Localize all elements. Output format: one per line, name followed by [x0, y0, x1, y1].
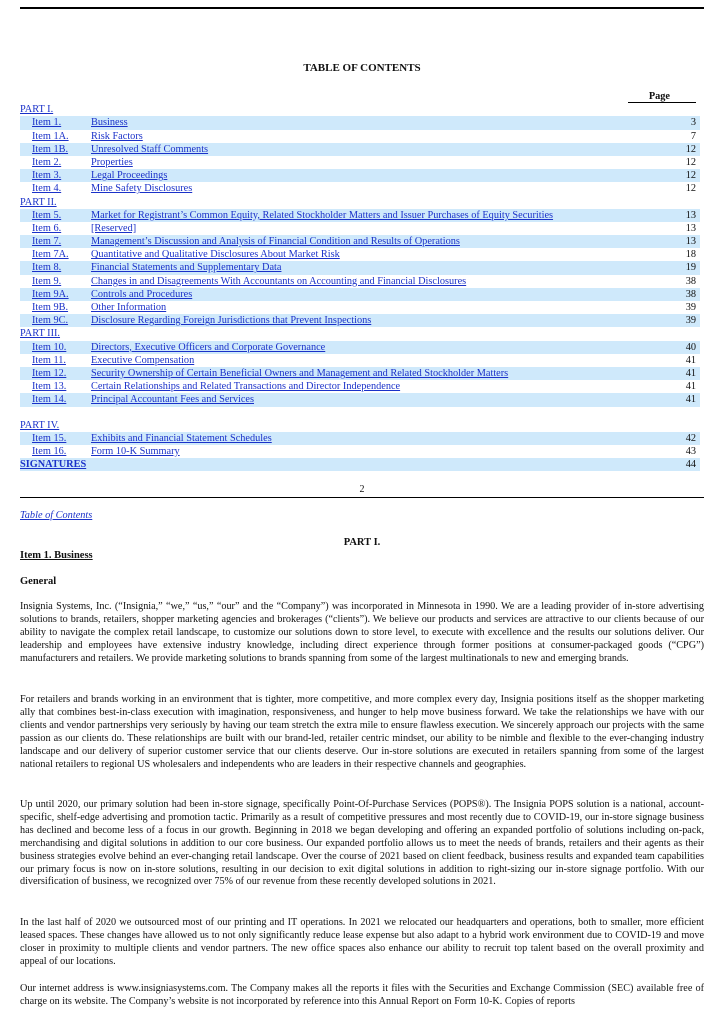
paragraph-history: Up until 2020, our primary solution had been in-store signage, specifically Point-Of-Purchase Services (POPS®). The Insignia POPS solution is a national, account-specific, shelf-edge advertising and promotion tactic. Primarily as a result of competitive pressures and most recently due to COVID-19, our in-store signage business has declined and become less of a focus in our growth. Beginning in 2018 we began developing and offering an expanded portfolio of solutions including on-pack, merchandising and digital solutions in addition to our core business. Our expanded portfolio allows us to meet the needs of brands, retailers and their agents as their business strategies evolve behind an ever-changing retail landscape. Over the course of 2021 based on client feedback, business results and expanded team capabilities our primary focus is now on in-store solutions, resulting in our decision to exit digital solutions in addition to right-sizing our in-store signage portfolio. With our diversification of business, we recognized over 75% of our revenue from these recently developed solutions in 2021. — [20, 799, 704, 888]
toc-description-link[interactable]: Security Ownership of Certain Beneficial Owners and Management and Related Stockholder Matters — [91, 367, 509, 379]
toc-row — [20, 222, 700, 235]
toc-page-number: 41 — [685, 381, 696, 393]
toc-item-link[interactable]: Item 5. — [32, 209, 62, 221]
toc-row — [20, 380, 700, 393]
toc-description-link[interactable]: Certain Relationships and Related Transactions and Director Independence — [91, 381, 401, 393]
toc-description-link[interactable]: Controls and Procedures — [91, 288, 193, 300]
toc-item-link[interactable]: Item 4. — [32, 183, 62, 195]
toc-page-number: 44 — [685, 459, 696, 471]
toc-item-link[interactable]: Item 9B. — [32, 302, 69, 313]
toc-item-link[interactable]: Item 15. — [32, 432, 67, 444]
toc-item-link[interactable]: Item 9C. — [32, 315, 69, 327]
toc-description-link[interactable]: Management’s Discussion and Analysis of Financial Condition and Results of Operations — [91, 236, 460, 248]
toc-page-number: 43 — [685, 445, 696, 457]
item-heading: Item 1. Business — [20, 550, 93, 561]
toc-page-number: 41 — [685, 394, 696, 406]
toc-part-link[interactable]: PART IV. — [20, 419, 60, 431]
toc-description-link[interactable]: Properties — [91, 156, 133, 168]
toc-description-link[interactable]: Executive Compensation — [91, 354, 195, 366]
table-of-contents — [20, 90, 700, 471]
toc-row — [20, 367, 700, 380]
paragraph-positioning: For retailers and brands working in an environment that is tighter, more competitive, and more complex every day, Insignia positions itself as the shopper marketing ally that combines best-in-class execution with imagination, responsiveness, and hunger to help move business forward. We take the relationships we have with our clients and vendor partnerships very seriously by having our team stretch the extra mile to ensure flawless execution. We sincerely approach our projects with the same passion as our clients do. These relationships are built with our brand-led, retailer centric mindset, our ability to be nimble and flexible to the ever-changing industry landscape and our delivery of superior customer service that our clients deserve. Our in-store solutions are executed in retailers spanning from some of the largest national retailers to regional US wholesalers and independents who are leaders in their respective channels and geographies. — [20, 694, 704, 770]
toc-part-link[interactable]: PART I. — [20, 104, 54, 116]
toc-row — [20, 275, 700, 288]
toc-title: TABLE OF CONTENTS — [303, 62, 421, 74]
toc-row — [20, 445, 700, 458]
toc-row — [20, 130, 700, 143]
toc-page-number: 12 — [685, 156, 696, 168]
table-of-contents-link[interactable]: Table of Contents — [20, 510, 93, 521]
toc-page-number: 7 — [690, 130, 696, 142]
toc-item-link[interactable]: Item 7A. — [32, 249, 69, 261]
toc-row — [20, 235, 700, 248]
page-number: 2 — [359, 484, 365, 495]
part-heading: PART I. — [343, 537, 381, 548]
toc-item-link[interactable]: Item 6. — [32, 222, 62, 234]
toc-row — [20, 116, 700, 129]
toc-row — [20, 458, 700, 471]
toc-page-number: 13 — [685, 209, 696, 221]
toc-item-link[interactable]: Item 3. — [32, 170, 62, 182]
toc-row — [20, 354, 700, 367]
toc-item-link[interactable]: Item 10. — [32, 341, 67, 353]
toc-page-number: 39 — [685, 315, 696, 327]
toc-row — [20, 156, 700, 169]
toc-row — [20, 314, 700, 327]
top-rule — [20, 7, 704, 9]
toc-page-number: 13 — [685, 236, 696, 248]
toc-description-link[interactable]: Market for Registrant’s Common Equity, Related Stockholder Matters and Issuer Purchases of Equity Securities — [91, 209, 554, 221]
toc-page-number: 19 — [685, 262, 696, 274]
toc-item-link[interactable]: Item 14. — [32, 394, 67, 406]
toc-description-link[interactable]: [Reserved] — [91, 222, 137, 234]
toc-row — [20, 248, 700, 261]
toc-description-link[interactable]: Legal Proceedings — [91, 170, 168, 182]
toc-row — [20, 327, 700, 340]
toc-description-link[interactable]: Mine Safety Disclosures — [91, 183, 193, 195]
toc-page-number: 12 — [685, 183, 696, 195]
toc-row — [20, 169, 700, 182]
toc-row — [20, 261, 700, 274]
toc-item-link[interactable]: Item 2. — [32, 156, 62, 168]
toc-item-link[interactable]: Item 9A. — [32, 288, 69, 300]
toc-row — [20, 393, 700, 406]
page-break-rule — [20, 497, 704, 498]
toc-description-link[interactable]: Form 10-K Summary — [91, 445, 180, 457]
toc-page-number: 12 — [685, 143, 696, 155]
toc-description-link[interactable]: Unresolved Staff Comments — [91, 143, 209, 155]
toc-description-link[interactable]: Disclosure Regarding Foreign Jurisdictions that Prevent Inspections — [91, 315, 372, 327]
toc-description-link[interactable]: Principal Accountant Fees and Services — [91, 394, 254, 406]
toc-item-link[interactable]: Item 1A. — [32, 130, 69, 142]
toc-page-number: 38 — [685, 275, 696, 287]
toc-row — [20, 182, 700, 195]
toc-page-number: 38 — [685, 288, 696, 300]
toc-row — [20, 288, 700, 301]
toc-row — [20, 209, 700, 222]
toc-item-link[interactable]: Item 7. — [32, 236, 62, 248]
paragraph-intro: Insignia Systems, Inc. (“Insignia,” “we,” “us,” “our” and the “Company”) was incorporated in Minnesota in 1990. We are a leading provider of in-store advertising solutions to brands, retailers, shopper marketing agencies and brokerages (“clients”). We believe our products and services are attractive to our clients because of our ability to navigate the complex retail landscape, to customize our solutions down to store level, to execute with excellence and the results our solutions deliver. Our leadership and employees have extensive industry knowledge, including direct experience through former positions at consumer-packaged goods (“CPG”) manufacturers and retailers. We provide marketing solutions to brands spanning from some of the largest multinationals to new and emerging brands. — [20, 601, 704, 664]
toc-row — [20, 419, 700, 432]
toc-page-number: 13 — [685, 222, 696, 234]
toc-row — [20, 196, 700, 209]
toc-page-number: 12 — [685, 170, 696, 182]
toc-description-link[interactable]: Business — [91, 117, 128, 129]
toc-description-link[interactable]: Quantitative and Qualitative Disclosures About Market Risk — [91, 249, 340, 261]
toc-description-link[interactable]: Other Information — [91, 302, 167, 313]
toc-description-link[interactable]: Directors, Executive Officers and Corporate Governance — [91, 341, 326, 353]
toc-signatures-link[interactable]: SIGNATURES — [20, 459, 87, 471]
toc-item-link[interactable]: Item 11. — [32, 354, 66, 366]
toc-row — [20, 341, 700, 354]
toc-row — [20, 143, 700, 156]
toc-description-link[interactable]: Changes in and Disagreements With Accountants on Accounting and Financial Disclosures — [91, 275, 467, 287]
toc-page-number: 39 — [685, 302, 696, 313]
toc-description-link[interactable]: Financial Statements and Supplementary Data — [91, 262, 282, 274]
toc-item-link[interactable]: Item 13. — [32, 381, 67, 393]
toc-description-link[interactable]: Risk Factors — [91, 130, 143, 142]
section-subheading: General — [20, 576, 57, 587]
toc-part-link[interactable]: PART II. — [20, 196, 57, 208]
toc-spacer — [20, 407, 700, 419]
toc-item-link[interactable]: Item 1B. — [32, 143, 69, 155]
toc-item-link[interactable]: Item 9. — [32, 275, 62, 287]
toc-page-number: 18 — [685, 249, 696, 261]
page-column-header: Page — [648, 91, 670, 102]
paragraph-operations: In the last half of 2020 we outsourced most of our printing and IT operations. In 2021 we relocated our headquarters and operations, both to smaller, more efficient leased spaces. These changes have allowed us to not only significantly reduce lease expense but also adapt to a hybrid work environment due to COVID-19 and move closer in proximity to multiple clients and vendor partners. The new office spaces also enhance our ability to recruit top talent based on the overall proximity and appeal of our locations. — [20, 917, 704, 967]
toc-item-link[interactable]: Item 16. — [32, 445, 67, 457]
toc-part-link[interactable]: PART III. — [20, 328, 61, 340]
paragraph-website: Our internet address is www.insigniasystems.com. The Company makes all the reports it files with the Securities and Exchange Commission (SEC) available free of charge on its website. The Company’s website is not incorporated by reference into this Annual Report on Form 10-K. Copies of reports — [20, 983, 704, 1007]
toc-row — [20, 432, 700, 445]
toc-row — [20, 103, 700, 116]
toc-row — [20, 301, 700, 314]
toc-page-number: 42 — [685, 432, 696, 444]
toc-description-link[interactable]: Exhibits and Financial Statement Schedules — [91, 432, 272, 444]
toc-page-number: 40 — [685, 341, 696, 353]
toc-page-number: 3 — [690, 117, 696, 129]
toc-header-row — [20, 90, 700, 103]
toc-item-link[interactable]: Item 8. — [32, 262, 62, 274]
toc-item-link[interactable]: Item 1. — [32, 117, 62, 129]
toc-page-number: 41 — [685, 367, 696, 379]
toc-page-number: 41 — [685, 354, 696, 366]
toc-item-link[interactable]: Item 12. — [32, 367, 67, 379]
